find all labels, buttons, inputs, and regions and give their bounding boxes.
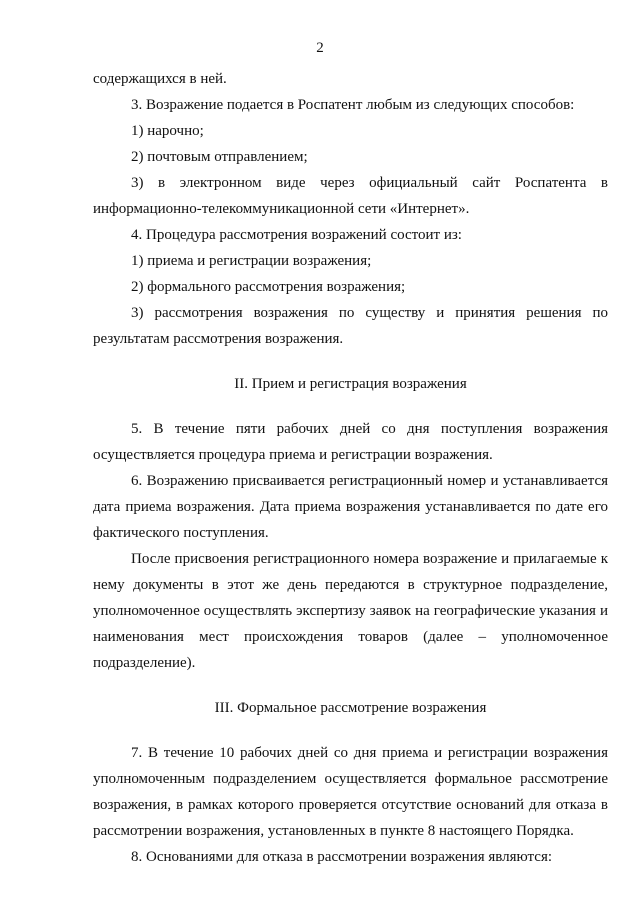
paragraph-method-2: 2) почтовым отправлением; [131, 149, 308, 165]
paragraph-item-4: 4. Процедура рассмотрения возражений состоит из: [131, 227, 462, 243]
paragraph-continuation: содержащихся в ней. [93, 71, 227, 87]
paragraph-stage-2: 2) формального рассмотрения возражения; [131, 279, 406, 295]
paragraph-method-3: 3) в электронном виде через официальный сайт Роспатента в информационно-телекоммуникационной сети «Интернет». [93, 175, 608, 217]
paragraph-method-1: 1) нарочно; [131, 123, 204, 139]
section-heading-3: III. Формальное рассмотрение возражения [214, 700, 487, 716]
paragraph-item-3: 3. Возражение подается в Роспатент любым из следующих способов: [131, 97, 575, 113]
document-body [93, 66, 608, 870]
paragraph-item-7: 7. В течение 10 рабочих дней со дня приема и регистрации возражения уполномоченным подразделением осуществляется формальное рассмотрение возражения, в рамках которого проверяется отсутствие оснований для отказа в рассмотрении возражения, установленных в пункте 8 настоящего Порядка. [93, 745, 608, 839]
paragraph-item-6: 6. Возражению присваивается регистрационный номер и устанавливается дата приема возражения. Дата приема возражения устанавливается по дате его фактического поступления. [93, 473, 608, 541]
paragraph-item-5: 5. В течение пяти рабочих дней со дня поступления возражения осуществляется процедура приема и регистрации возражения. [93, 421, 608, 463]
paragraph-transfer: После присвоения регистрационного номера возражение и прилагаемые к нему документы в этот же день передаются в структурное подразделение, уполномоченное осуществлять экспертизу заявок на географические указания и наименования мест происхождения товаров (далее – уполномоченное подразделение). [93, 551, 608, 671]
paragraph-stage-1: 1) приема и регистрации возражения; [131, 253, 372, 269]
page-number: 2 [316, 40, 324, 56]
section-heading-2: II. Прием и регистрация возражения [234, 376, 467, 392]
paragraph-stage-3: 3) рассмотрения возражения по существу и принятия решения по результатам рассмотрения возражения. [93, 305, 608, 347]
paragraph-item-8: 8. Основаниями для отказа в рассмотрении возражения являются: [131, 849, 553, 865]
